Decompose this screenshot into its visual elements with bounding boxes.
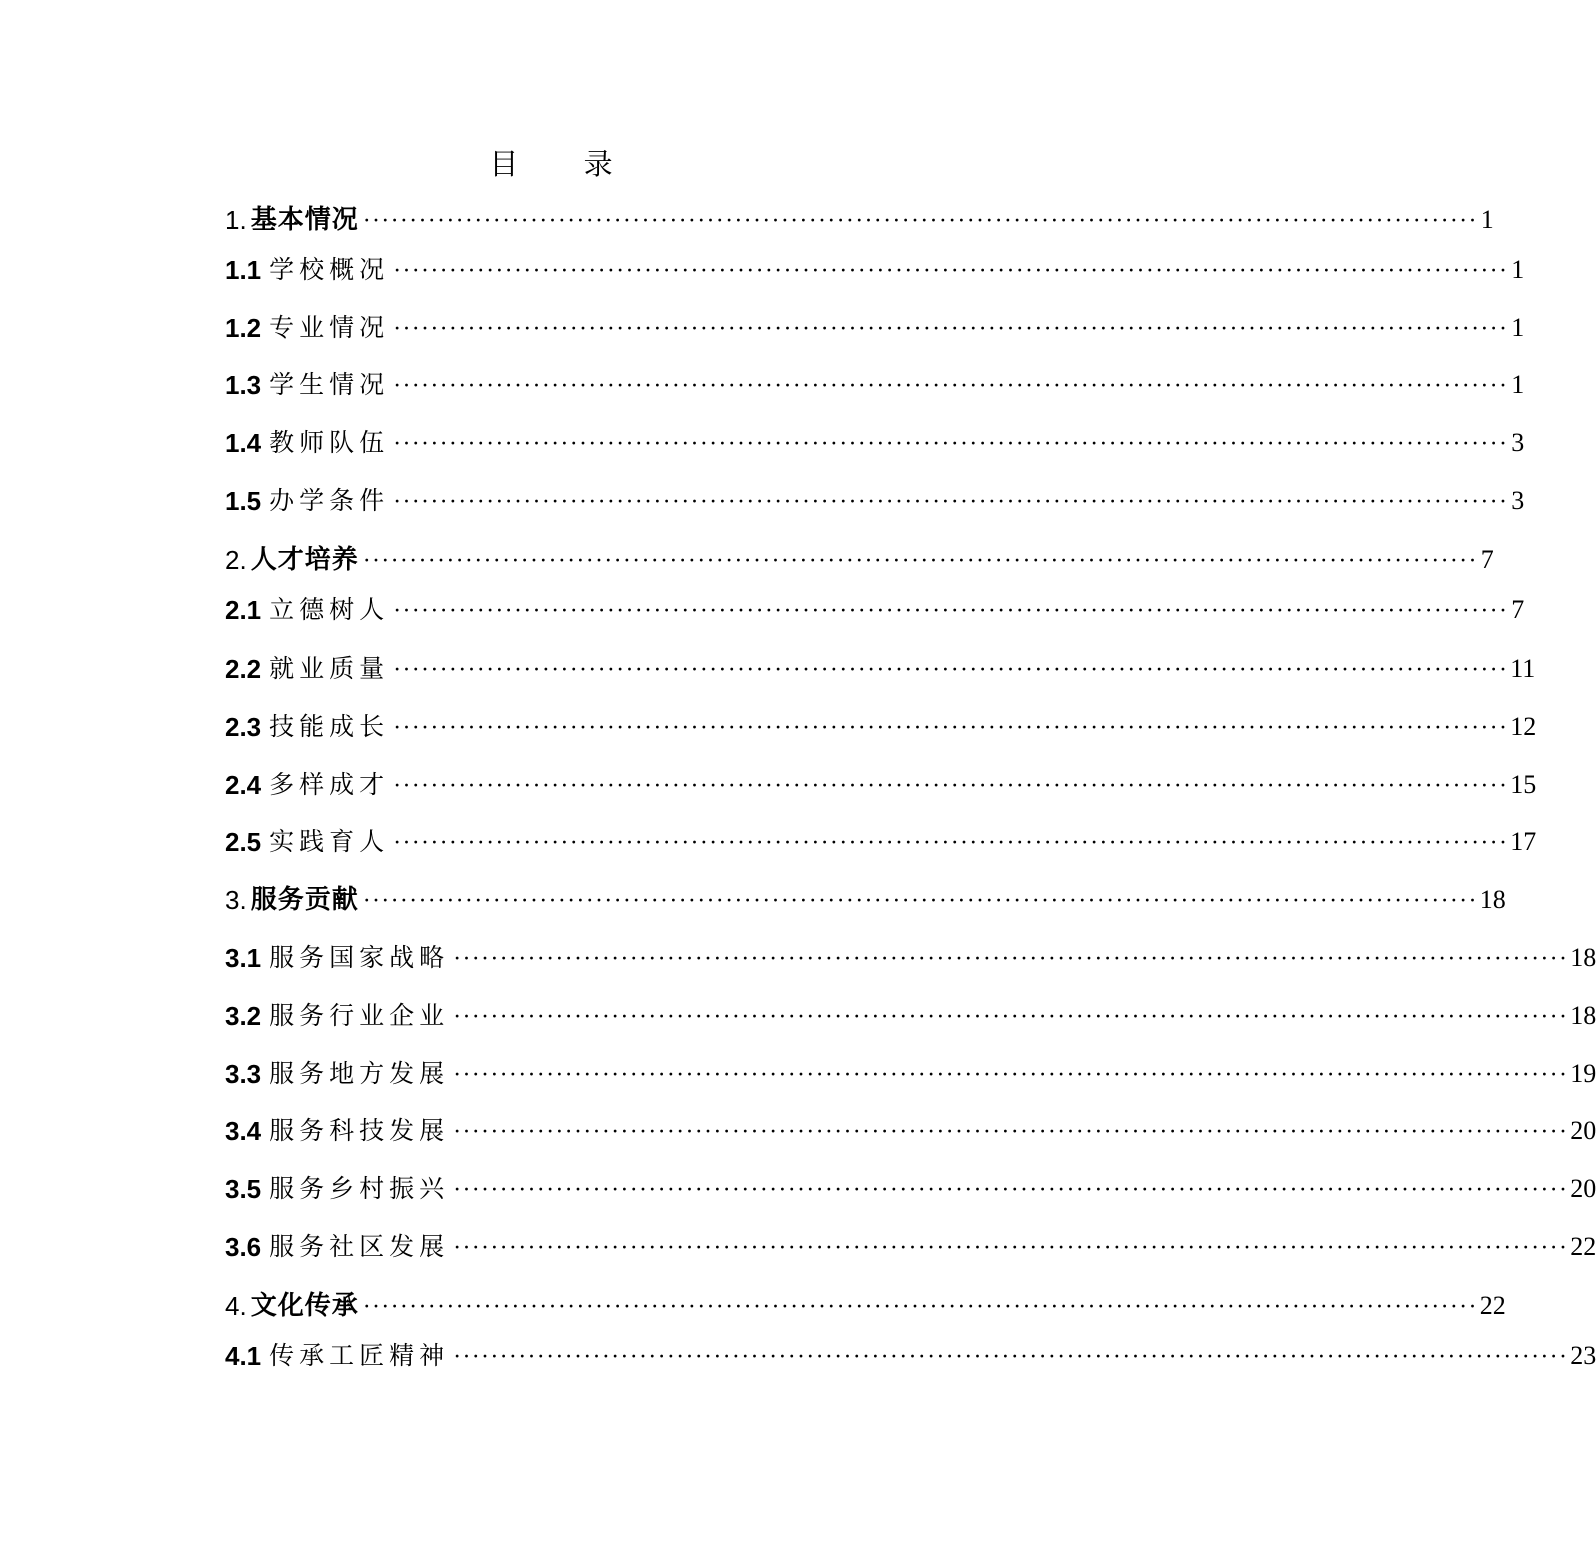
toc-entry-label: 学生情况 xyxy=(269,370,390,399)
toc-page-number: 17 xyxy=(1510,827,1537,856)
toc-entry-number: 4. xyxy=(225,1291,247,1321)
toc-subsection[interactable] xyxy=(225,1332,1596,1376)
toc-subsection[interactable] xyxy=(225,477,1525,521)
toc-entry-number: 4.1 xyxy=(225,1341,262,1371)
toc-subsection[interactable] xyxy=(225,1107,1596,1151)
dot-leader: ························································································································ xyxy=(453,1119,1569,1145)
dot-leader: ························································································································ xyxy=(453,946,1569,972)
toc-entry-label: 服务乡村振兴 xyxy=(269,1174,450,1203)
dot-leader: ························································································································ xyxy=(393,598,1509,624)
toc-subsection[interactable] xyxy=(225,304,1525,348)
toc-entry-label: 技能成长 xyxy=(269,712,390,741)
toc-entry-number: 1.4 xyxy=(225,428,262,458)
dot-leader: ························································································································ xyxy=(453,1062,1569,1088)
page-title: 目 录 xyxy=(489,147,641,181)
toc-entry-label: 实践育人 xyxy=(269,827,390,856)
toc-entry-number: 3.6 xyxy=(225,1232,262,1262)
toc-page-number: 7 xyxy=(1480,545,1494,574)
toc-entry-label: 基本情况 xyxy=(250,205,359,235)
toc-page-number: 1 xyxy=(1511,370,1525,399)
toc-page-number: 1 xyxy=(1511,313,1525,342)
dot-leader: ························································································································ xyxy=(393,830,1509,856)
dot-leader: ························································································································ xyxy=(453,1235,1569,1261)
toc-entry-label: 服务科技发展 xyxy=(269,1116,450,1145)
toc-entry-label: 多样成才 xyxy=(269,770,390,799)
toc-page-number: 23 xyxy=(1570,1341,1596,1370)
toc-entry-label: 教师队伍 xyxy=(269,428,390,457)
toc-entry-label: 服务地方发展 xyxy=(269,1059,450,1088)
toc-page-number: 11 xyxy=(1510,654,1536,683)
toc-subsection[interactable] xyxy=(225,818,1537,862)
toc-entry-label: 服务社区发展 xyxy=(269,1232,450,1261)
toc-page-number: 20 xyxy=(1570,1116,1596,1145)
toc-page-number: 1 xyxy=(1480,205,1494,234)
toc-page-number: 19 xyxy=(1570,1059,1596,1088)
toc-entry-number: 1.1 xyxy=(225,255,262,285)
toc-page-number: 18 xyxy=(1570,943,1596,972)
toc-entry-number: 3.1 xyxy=(225,943,262,973)
toc-entry-label: 就业质量 xyxy=(269,654,390,683)
dot-leader: ························································································································ xyxy=(453,1344,1569,1370)
toc-subsection[interactable] xyxy=(225,586,1525,630)
toc-entry-number: 2.4 xyxy=(225,770,262,800)
toc-subsection[interactable] xyxy=(225,361,1525,405)
dot-leader: ························································································································ xyxy=(362,1294,1478,1320)
dot-leader: ························································································································ xyxy=(393,657,1509,683)
dot-leader: ························································································································ xyxy=(393,773,1509,799)
toc-page-number: 20 xyxy=(1570,1174,1596,1203)
toc-page-number: 1 xyxy=(1511,255,1525,284)
toc-subsection[interactable] xyxy=(225,246,1525,290)
toc-entry-number: 1.5 xyxy=(225,486,262,516)
toc-entry-label: 立德树人 xyxy=(269,595,390,624)
toc-entry-number: 3.3 xyxy=(225,1059,262,1089)
toc-page-number: 3 xyxy=(1511,486,1525,515)
dot-leader: ························································································································ xyxy=(393,373,1509,399)
toc-page-number: 15 xyxy=(1510,770,1537,799)
toc-entry-number: 3.2 xyxy=(225,1001,262,1031)
toc-page-number: 22 xyxy=(1479,1291,1506,1320)
toc-entry-number: 2.2 xyxy=(225,654,262,684)
toc-entry-number: 1.2 xyxy=(225,313,262,343)
toc-subsection[interactable] xyxy=(225,1223,1596,1267)
toc-entry-number: 2. xyxy=(225,545,247,575)
toc-entry-number: 1.3 xyxy=(225,370,262,400)
dot-leader: ························································································································ xyxy=(362,208,1478,234)
toc-entry-label: 学校概况 xyxy=(269,255,390,284)
dot-leader: ························································································································ xyxy=(453,1177,1569,1203)
toc-page-number: 18 xyxy=(1570,1001,1596,1030)
toc-entry-label: 人才培养 xyxy=(250,545,359,575)
toc-entry-number: 3. xyxy=(225,885,247,915)
toc-subsection[interactable] xyxy=(225,761,1537,805)
dot-leader: ························································································································ xyxy=(362,888,1478,914)
toc-subsection[interactable] xyxy=(225,1165,1596,1209)
toc-subsection[interactable] xyxy=(225,992,1596,1036)
dot-leader: ························································································································ xyxy=(393,258,1509,284)
toc-section[interactable] xyxy=(225,196,1494,240)
dot-leader: ························································································································ xyxy=(362,548,1478,574)
toc-entry-label: 办学条件 xyxy=(269,486,390,515)
toc-subsection[interactable] xyxy=(225,645,1536,689)
toc-entry-label: 服务行业企业 xyxy=(269,1001,450,1030)
toc-page-number: 12 xyxy=(1510,712,1537,741)
toc-entry-label: 文化传承 xyxy=(250,1291,359,1321)
toc-entry-label: 服务国家战略 xyxy=(269,943,450,972)
toc-subsection[interactable] xyxy=(225,1050,1596,1094)
toc-entry-number: 3.5 xyxy=(225,1174,262,1204)
toc-page-number: 7 xyxy=(1511,595,1525,624)
dot-leader: ························································································································ xyxy=(393,715,1509,741)
dot-leader: ························································································································ xyxy=(393,489,1509,515)
toc-page-number: 22 xyxy=(1570,1232,1596,1261)
toc-subsection[interactable] xyxy=(225,703,1537,747)
dot-leader: ························································································································ xyxy=(453,1004,1569,1030)
toc-section[interactable] xyxy=(225,536,1494,580)
toc-page-number: 18 xyxy=(1479,885,1506,914)
toc-entry-label: 服务贡献 xyxy=(250,885,359,915)
toc-entry-number: 2.5 xyxy=(225,827,262,857)
toc-entry-label: 专业情况 xyxy=(269,313,390,342)
dot-leader: ························································································································ xyxy=(393,316,1509,342)
toc-entry-label: 传承工匠精神 xyxy=(269,1341,450,1370)
toc-subsection[interactable] xyxy=(225,934,1596,978)
toc-entry-number: 3.4 xyxy=(225,1116,262,1146)
toc-entry-number: 2.3 xyxy=(225,712,262,742)
dot-leader: ························································································································ xyxy=(393,431,1509,457)
toc-entry-number: 2.1 xyxy=(225,595,262,625)
toc-entry-number: 1. xyxy=(225,205,247,235)
toc-section[interactable] xyxy=(225,1282,1506,1326)
toc-subsection[interactable] xyxy=(225,419,1525,463)
toc-page-number: 3 xyxy=(1511,428,1525,457)
toc-section[interactable] xyxy=(225,876,1506,920)
